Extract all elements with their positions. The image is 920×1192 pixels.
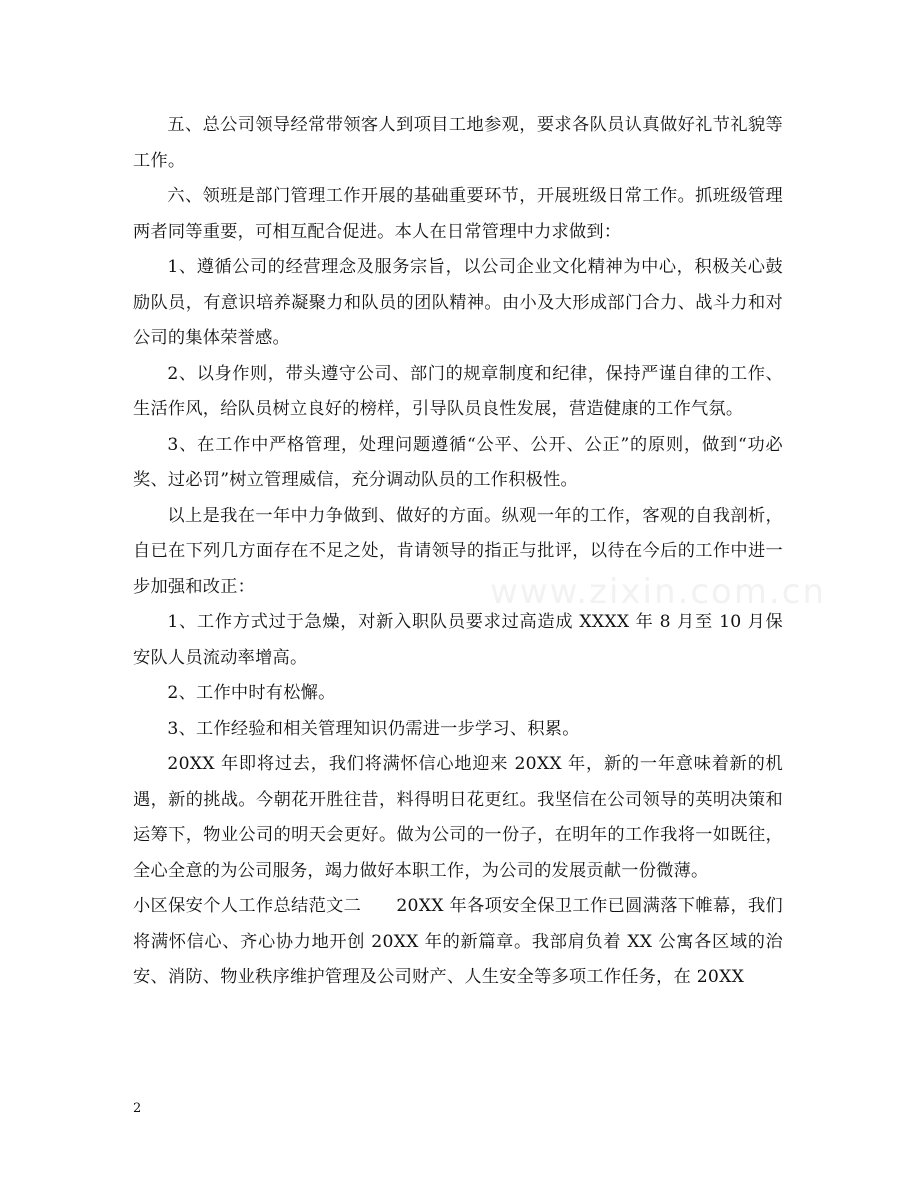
paragraph-list-3: 3、在工作中严格管理，处理问题遵循“公平、公开、公正”的原则，做到“功必奖、过必罚”树立管理威信，充分调动队员的工作积极性。	[133, 434, 783, 490]
document-body	[133, 108, 783, 996]
paragraph-shortcoming-2: 2、工作中时有松懈。	[167, 683, 336, 703]
paragraph-list-2: 2、以身作则，带头遵守公司、部门的规章制度和纪律，保持严谨自律的工作、生活作风，给队员树立良好的榜样，引导队员良性发展，营造健康的工作气氛。	[133, 363, 783, 419]
paragraph-item-5: 五、总公司领导经常带领客人到项目工地参观，要求各队员认真做好礼节礼貌等工作。	[133, 115, 783, 171]
page-number: 2	[133, 1101, 142, 1116]
paragraph-section-two: 小区保安个人工作总结范文二 20XX 年各项安全保卫工作已圆满落下帷幕，我们将满怀信心、齐心协力地开创 20XX 年的新篇章。我部肩负着 XX 公寓各区域的治安、消防、物业秩序维护管理及公司财产、人生安全等多项工作任务，在 20XX	[133, 896, 783, 987]
paragraph-reflection: 以上是我在一年中力争做到、做好的方面。纵观一年的工作，客观的自我剖析，自已在下列几方面存在不足之处，肯请领导的指正与批评，以待在今后的工作中进一步加强和改正：	[133, 505, 783, 597]
paragraph-outlook: 20XX 年即将过去，我们将满怀信心地迎来 20XX 年，新的一年意味着新的机遇，新的挑战。今朝花开胜往昔，料得明日花更红。我坚信在公司领导的英明决策和运筹下，物业公司的明天会更好。做为公司的一份子，在明年的工作我将一如既往，全心全意的为公司服务，竭力做好本职工作，为公司的发展贡献一份微薄。	[133, 754, 783, 881]
watermark: www.zixin.com.cn	[490, 572, 826, 612]
paragraph-list-1: 1、遵循公司的经营理念及服务宗旨，以公司企业文化精神为中心，积极关心鼓励队员，有意识培养凝聚力和队员的团队精神。由小及大形成部门合力、战斗力和对公司的集体荣誉感。	[133, 257, 783, 348]
paragraph-item-6: 六、领班是部门管理工作开展的基础重要环节，开展班级日常工作。抓班级管理两者同等重要，可相互配合促进。本人在日常管理中力求做到：	[133, 186, 783, 242]
paragraph-shortcoming-3: 3、工作经验和相关管理知识仍需进一步学习、积累。	[167, 718, 580, 739]
paragraph-shortcoming-1: 1、工作方式过于急燥，对新入职队员要求过高造成 XXXX 年 8 月至 10 月保安队人员流动率增高。	[133, 612, 783, 668]
